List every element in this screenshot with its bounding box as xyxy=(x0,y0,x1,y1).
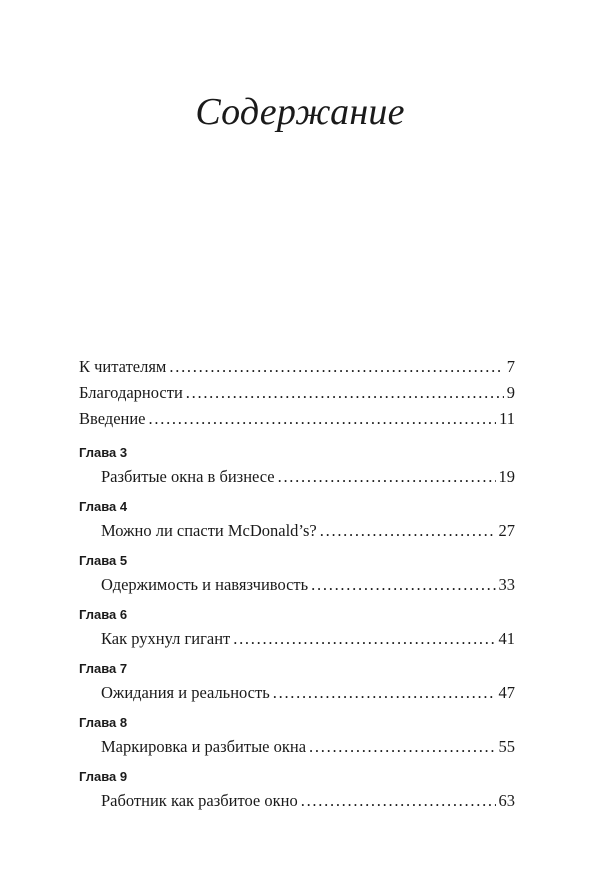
chapter-block-6 xyxy=(79,604,515,652)
leader-dots xyxy=(301,788,496,814)
chapter-block-8 xyxy=(79,712,515,760)
chapter-heading: Глава 7 xyxy=(79,661,128,676)
chapter-block-9 xyxy=(79,766,515,814)
chapter-heading: Глава 5 xyxy=(79,553,128,568)
toc-page-number: 27 xyxy=(498,521,515,540)
toc-entry-chapter-5[interactable] xyxy=(79,572,515,598)
toc-entry-label: Можно ли спасти McDonald’s? xyxy=(101,521,317,540)
toc-entry-label: Как рухнул гигант xyxy=(101,629,231,648)
chapter-block-4 xyxy=(79,496,515,544)
toc-page-number: 33 xyxy=(498,575,515,594)
toc-page-number: 7 xyxy=(506,357,515,376)
toc-page-number: 55 xyxy=(498,737,515,756)
leader-dots xyxy=(186,380,504,406)
leader-dots xyxy=(309,734,495,760)
toc-entry-chapter-6[interactable] xyxy=(79,626,515,652)
leader-dots xyxy=(320,518,496,544)
toc-page-number: 41 xyxy=(498,629,515,648)
leader-dots xyxy=(149,406,497,432)
page-title: Содержание xyxy=(195,91,405,133)
toc-entry-label: Работник как разбитое окно xyxy=(101,791,298,810)
toc-entry-label: Благодарности xyxy=(79,383,183,402)
chapter-heading: Глава 6 xyxy=(79,607,128,622)
toc-entry-chapter-9[interactable] xyxy=(79,788,515,814)
chapter-heading: Глава 9 xyxy=(79,769,128,784)
chapter-heading: Глава 8 xyxy=(79,715,128,730)
leader-dots xyxy=(233,626,495,652)
toc-page-number: 63 xyxy=(498,791,515,810)
chapter-heading: Глава 3 xyxy=(79,445,128,460)
table-of-contents xyxy=(79,354,515,814)
toc-entry-chapter-4[interactable] xyxy=(79,518,515,544)
toc-page-number: 9 xyxy=(506,383,515,402)
toc-entry-introduction[interactable] xyxy=(79,406,515,432)
toc-entry-chapter-3[interactable] xyxy=(79,464,515,490)
chapter-block-7 xyxy=(79,658,515,706)
leader-dots xyxy=(169,354,503,380)
chapter-block-5 xyxy=(79,550,515,598)
toc-entry-label: Разбитые окна в бизнесе xyxy=(101,467,275,486)
toc-entry-chapter-8[interactable] xyxy=(79,734,515,760)
toc-entry-label: Ожидания и реальность xyxy=(101,683,270,702)
toc-entry-label: К читателям xyxy=(79,357,167,376)
toc-page-number: 47 xyxy=(498,683,515,702)
toc-entry-label: Одержимость и навязчивость xyxy=(101,575,309,594)
toc-entry-chapter-7[interactable] xyxy=(79,680,515,706)
chapter-heading: Глава 4 xyxy=(79,499,128,514)
toc-entry-label: Введение xyxy=(79,409,146,428)
spacer xyxy=(79,432,515,442)
leader-dots xyxy=(311,572,495,598)
toc-page-number: 11 xyxy=(499,409,515,428)
chapter-block-3 xyxy=(79,442,515,490)
leader-dots xyxy=(273,680,496,706)
leader-dots xyxy=(278,464,496,490)
toc-entry-label: Маркировка и разбитые окна xyxy=(101,737,307,756)
toc-entry-readers[interactable] xyxy=(79,354,515,380)
toc-page-number: 19 xyxy=(498,467,515,486)
toc-entry-acknowledgements[interactable] xyxy=(79,380,515,406)
